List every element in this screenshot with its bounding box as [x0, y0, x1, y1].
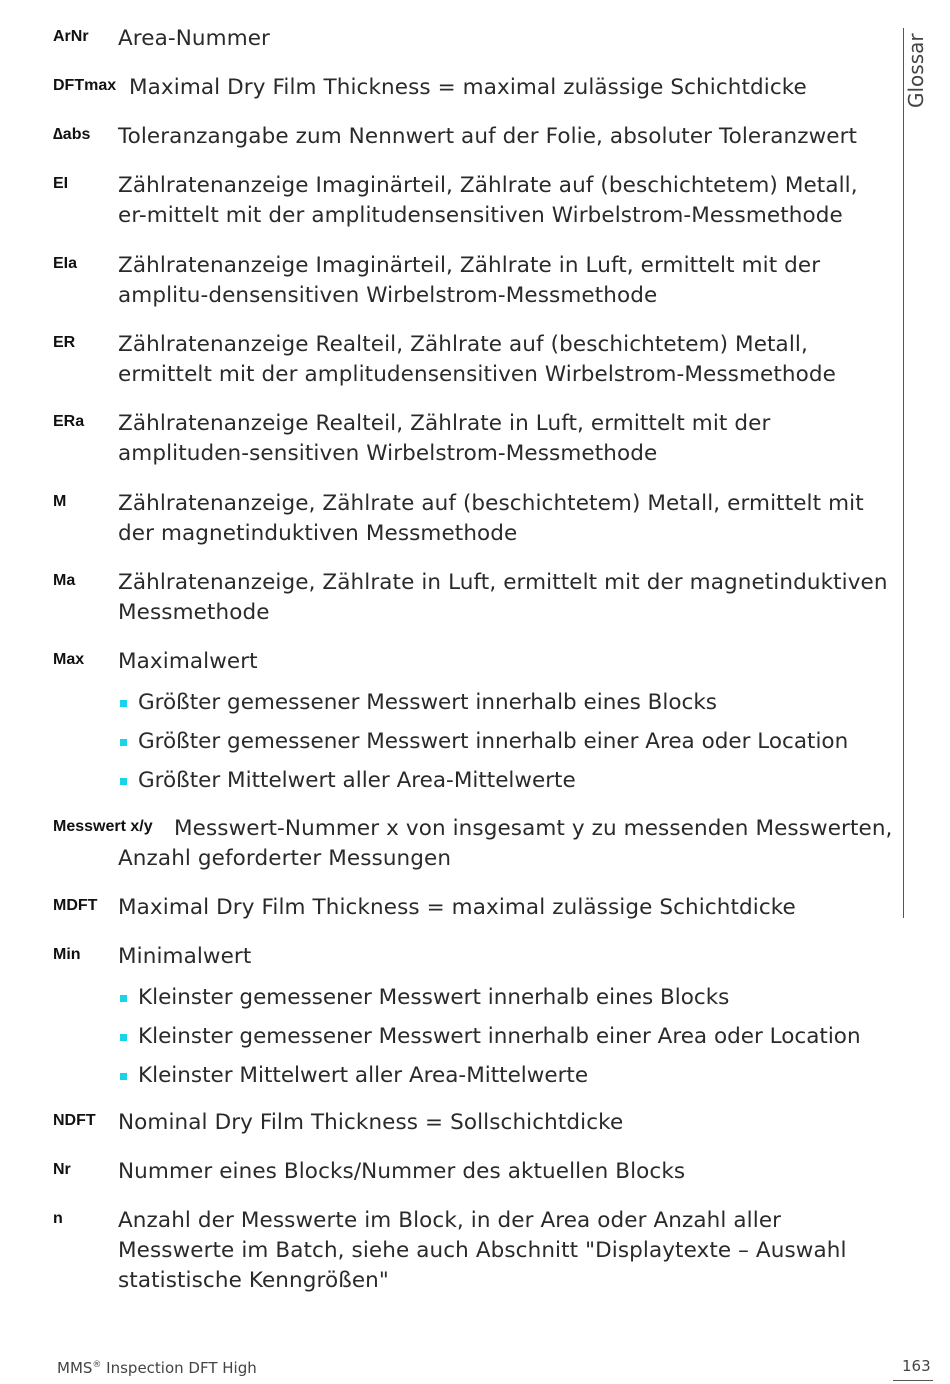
glossary-term: M: [53, 493, 67, 510]
glossary-definition: Toleranzangabe zum Nennwert auf der Folie, absoluter Toleranzwert: [118, 124, 858, 149]
sidebar-rule: [903, 28, 904, 918]
glossary-entry-er: [53, 330, 893, 390]
registered-mark: ®: [92, 1360, 102, 1370]
glossary-term: DFTmax: [53, 77, 117, 94]
glossary-term: ER: [53, 334, 76, 351]
glossary-definition: Nominal Dry Film Thickness = Sollschichtdicke: [118, 1110, 624, 1135]
glossary-definition: Zählratenanzeige, Zählrate in Luft, ermittelt mit der magnetinduktiven Messmethode: [118, 570, 888, 625]
glossary-entry-m: [53, 489, 893, 549]
glossary-term: ERa: [53, 413, 85, 430]
glossary-entry-ndft: [53, 1108, 893, 1138]
glossary-term: NDFT: [53, 1112, 96, 1129]
glossary-entry-ma: [53, 568, 893, 628]
glossary-term: Messwert x/y: [53, 818, 153, 835]
glossary-definition: Zählratenanzeige Realteil, Zählrate in Luft, ermittelt mit der amplituden-sensitiven Wirbelstrom-Messmethode: [118, 411, 771, 466]
glossary-term: n: [53, 1210, 63, 1227]
glossary-entry-ei: [53, 171, 893, 231]
list-item: Größter Mittelwert aller Area-Mittelwerte: [118, 761, 893, 800]
glossary-term: EI: [53, 175, 69, 192]
glossary-term: MDFT: [53, 897, 98, 914]
bullet-square-icon: [120, 700, 127, 707]
glossary-definition: Maximal Dry Film Thickness = maximal zulässige Schichtdicke: [129, 75, 807, 100]
glossary-entry-n: [53, 1206, 893, 1296]
glossary-definition: Zählratenanzeige Imaginärteil, Zählrate in Luft, ermittelt mit der amplitu-densensitiven Wirbelstrom-Messmethode: [118, 253, 821, 308]
bullet-square-icon: [120, 739, 127, 746]
page-number: 163: [902, 1357, 931, 1375]
glossary-definition: Area-Nummer: [118, 26, 270, 51]
glossary-term: Min: [53, 946, 81, 963]
bullet-square-icon: [120, 1073, 127, 1080]
glossary-entry-dftmax: [53, 73, 893, 103]
bullet-list: [118, 978, 893, 1095]
glossary-definition: Messwert-Nummer x von insgesamt y zu messenden Messwerten, Anzahl geforderter Messungen: [118, 816, 893, 871]
page-number-rule: [893, 1380, 933, 1381]
glossary-entry-nr: [53, 1157, 893, 1187]
glossary-term: EIa: [53, 255, 78, 272]
glossary-term: ∆abs: [53, 126, 91, 143]
glossary-definition: Nummer eines Blocks/Nummer des aktuellen Blocks: [118, 1159, 686, 1184]
glossary-term: ArNr: [53, 28, 89, 45]
glossary-entry-messwert: [53, 814, 893, 874]
section-title-text: Glossar: [904, 33, 928, 108]
list-item: Größter gemessener Messwert innerhalb eines Blocks: [118, 683, 893, 722]
glossary-definition: Maximalwert: [118, 649, 258, 674]
list-item: Kleinster Mittelwert aller Area-Mittelwerte: [118, 1056, 893, 1095]
glossary-entry-delta-abs: [53, 122, 893, 152]
glossary-term: Ma: [53, 572, 76, 589]
list-item: Größter gemessener Messwert innerhalb einer Area oder Location: [118, 722, 893, 761]
glossary-entry-eia: [53, 251, 893, 311]
glossary-definition: Anzahl der Messwerte im Block, in der Area oder Anzahl aller Messwerte im Batch, siehe auch Abschnitt "Displaytexte – Auswahl statistische Kenngrößen": [118, 1208, 847, 1293]
section-title: [900, 28, 936, 112]
glossary-entry-max: [53, 647, 893, 800]
bullet-square-icon: [120, 995, 127, 1002]
bullet-square-icon: [120, 1034, 127, 1041]
bullet-square-icon: [120, 778, 127, 785]
list-item: Kleinster gemessener Messwert innerhalb einer Area oder Location: [118, 1017, 893, 1056]
glossary-definition: Zählratenanzeige, Zählrate auf (beschichtetem) Metall, ermittelt mit der magnetinduktiven Messmethode: [118, 491, 864, 546]
glossary-entry-mdft: [53, 893, 893, 923]
glossary-entry-era: [53, 409, 893, 469]
glossary-definition: Maximal Dry Film Thickness = maximal zulässige Schichtdicke: [118, 895, 796, 920]
glossary-term: Nr: [53, 1161, 71, 1178]
bullet-list: [118, 683, 893, 800]
glossary-definition: Zählratenanzeige Realteil, Zählrate auf (beschichtetem) Metall, ermittelt mit der amplitudensensitiven Wirbelstrom-Messmethode: [118, 332, 836, 387]
footer-product-name: MMS® Inspection DFT High: [57, 1359, 257, 1377]
glossary-definition: Zählratenanzeige Imaginärteil, Zählrate auf (beschichtetem) Metall, er-mittelt mit der amplitudensensitiven Wirbelstrom-Messmethode: [118, 173, 858, 228]
glossary-definition: Minimalwert: [118, 944, 252, 969]
glossary-entry-arnr: [53, 24, 893, 54]
glossary-entry-min: [53, 942, 893, 1095]
glossary-term: Max: [53, 651, 85, 668]
list-item: Kleinster gemessener Messwert innerhalb eines Blocks: [118, 978, 893, 1017]
